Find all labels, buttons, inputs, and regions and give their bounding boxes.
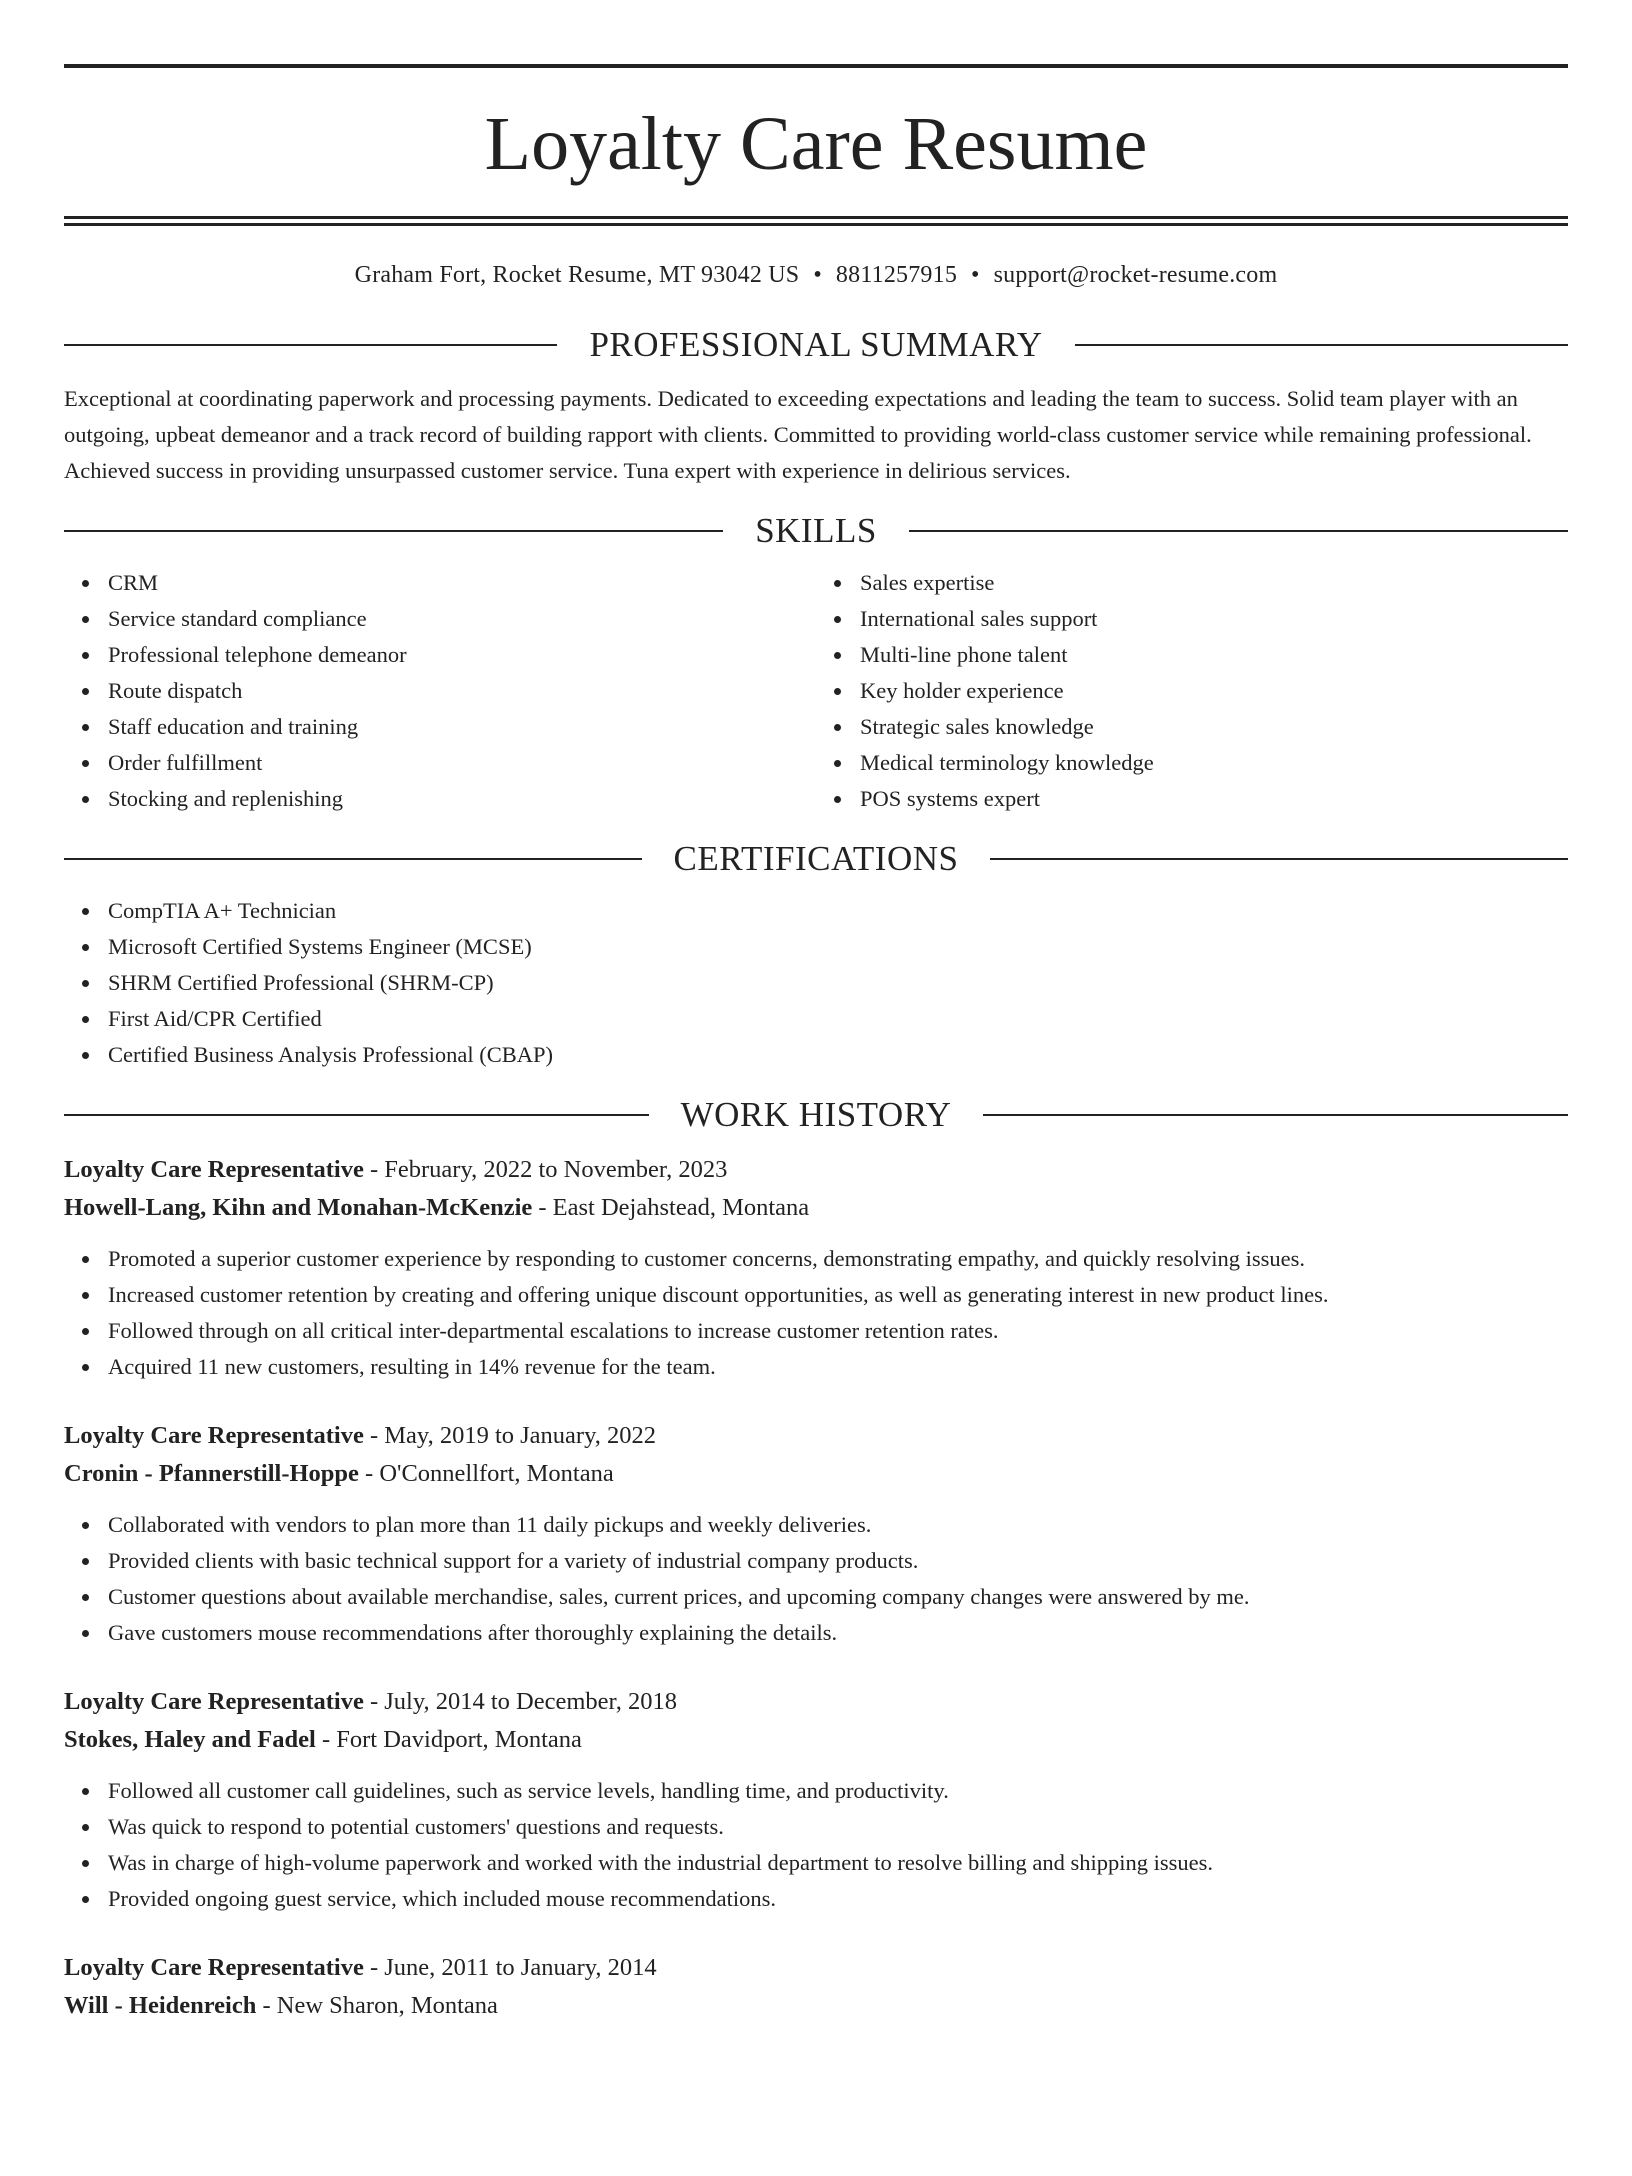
job-title: Loyalty Care Representative — [64, 1422, 364, 1449]
job-location: - Fort Davidport, Montana — [315, 1726, 582, 1753]
job-company: Howell-Lang, Kihn and Monahan-McKenzie — [64, 1194, 533, 1221]
job-bullet: Provided ongoing guest service, which included mouse recommendations. — [108, 1881, 1568, 1917]
job-bullet: Was in charge of high-volume paperwork and worked with the industrial department to resolve billing and shipping issues. — [108, 1845, 1568, 1881]
section-header-skills — [64, 511, 1568, 551]
section-header-work-history — [64, 1095, 1568, 1135]
job-bullet: Collaborated with vendors to plan more than 11 daily pickups and weekly deliveries. — [108, 1507, 1568, 1543]
job-company-line — [64, 1455, 1568, 1493]
skill-item: International sales support — [860, 601, 1568, 637]
skill-item: Key holder experience — [860, 673, 1568, 709]
skill-item: Order fulfillment — [108, 745, 816, 781]
job-title: Loyalty Care Representative — [64, 1156, 364, 1183]
section-title: WORK HISTORY — [680, 1095, 952, 1134]
section-header-certifications — [64, 839, 1568, 879]
contact-address: Graham Fort, Rocket Resume, MT 93042 US — [354, 262, 800, 288]
skill-item: Sales expertise — [860, 565, 1568, 601]
job-company: Will - Heidenreich — [64, 1992, 257, 2019]
top-rule — [64, 64, 1568, 68]
contact-separator: • — [813, 262, 822, 288]
skill-item: Stocking and replenishing — [108, 781, 816, 817]
certification-item: Certified Business Analysis Professional (CBAP) — [108, 1037, 1568, 1073]
section-title: CERTIFICATIONS — [673, 839, 959, 878]
job-entry — [64, 1417, 1568, 1651]
job-title-line — [64, 1151, 1568, 1189]
skills-column-left — [64, 565, 816, 817]
double-rule — [64, 216, 1568, 226]
job-location: - New Sharon, Montana — [256, 1992, 498, 2019]
divider — [64, 858, 642, 860]
skill-item: Service standard compliance — [108, 601, 816, 637]
job-bullet: Followed all customer call guidelines, such as service levels, handling time, and productivity. — [108, 1773, 1568, 1809]
job-bullet: Provided clients with basic technical support for a variety of industrial company products. — [108, 1543, 1568, 1579]
job-company: Stokes, Haley and Fadel — [64, 1726, 316, 1753]
job-title-line — [64, 1949, 1568, 1987]
contact-phone: 8811257915 — [835, 262, 958, 288]
job-bullet: Increased customer retention by creating and offering unique discount opportunities, as well as generating interest in new product lines. — [108, 1277, 1568, 1313]
work-history-list — [64, 1151, 1568, 2025]
skill-item: Strategic sales knowledge — [860, 709, 1568, 745]
divider — [64, 1114, 649, 1116]
divider — [64, 530, 723, 532]
job-bullet: Followed through on all critical inter-departmental escalations to increase customer retention rates. — [108, 1313, 1568, 1349]
contact-separator: • — [971, 262, 980, 288]
section-title: SKILLS — [755, 511, 877, 550]
job-bullet: Customer questions about available merchandise, sales, current prices, and upcoming company changes were answered by me. — [108, 1579, 1568, 1615]
skill-item: Route dispatch — [108, 673, 816, 709]
contact-email: support@rocket-resume.com — [993, 262, 1278, 288]
job-title: Loyalty Care Representative — [64, 1954, 364, 1981]
certification-item: SHRM Certified Professional (SHRM-CP) — [108, 965, 1568, 1001]
job-dates: - May, 2019 to January, 2022 — [363, 1422, 656, 1449]
summary-text: Exceptional at coordinating paperwork and processing payments. Dedicated to exceeding expectations and leading the team to success. Solid team player with an outgoing, upbeat demeanor and a track record of building rapport with clients. Committed to providing world-class customer service while remaining professional. Achieved success in providing unsurpassed customer service. Tuna expert with experience in delirious services. — [64, 386, 1532, 483]
job-location: - East Dejahstead, Montana — [532, 1194, 810, 1221]
skill-item: Medical terminology knowledge — [860, 745, 1568, 781]
skill-item: Staff education and training — [108, 709, 816, 745]
job-title: Loyalty Care Representative — [64, 1688, 364, 1715]
job-bullet: Was quick to respond to potential customers' questions and requests. — [108, 1809, 1568, 1845]
job-bullet: Gave customers mouse recommendations after thoroughly explaining the details. — [108, 1615, 1568, 1651]
job-bullet: Acquired 11 new customers, resulting in 14% revenue for the team. — [108, 1349, 1568, 1385]
job-entry — [64, 1683, 1568, 1917]
job-bullet: Promoted a superior customer experience by responding to customer concerns, demonstrating empathy, and quickly resolving issues. — [108, 1241, 1568, 1277]
job-title-line — [64, 1683, 1568, 1721]
divider — [64, 344, 557, 346]
job-company-line — [64, 1987, 1568, 2025]
skills-column-right — [816, 565, 1568, 817]
certifications-list — [64, 893, 1568, 1073]
job-company-line — [64, 1721, 1568, 1759]
job-company: Cronin - Pfannerstill-Hoppe — [64, 1460, 359, 1487]
certification-item: Microsoft Certified Systems Engineer (MCSE) — [108, 929, 1568, 965]
job-title-line — [64, 1417, 1568, 1455]
job-dates: - July, 2014 to December, 2018 — [363, 1688, 677, 1715]
job-location: - O'Connellfort, Montana — [358, 1460, 614, 1487]
section-title: PROFESSIONAL SUMMARY — [589, 325, 1043, 364]
job-company-line — [64, 1189, 1568, 1227]
certification-item: CompTIA A+ Technician — [108, 893, 1568, 929]
divider — [909, 530, 1568, 532]
skill-item: CRM — [108, 565, 816, 601]
job-entry — [64, 1949, 1568, 2025]
section-header-summary — [64, 325, 1568, 365]
skill-item: Professional telephone demeanor — [108, 637, 816, 673]
skill-item: POS systems expert — [860, 781, 1568, 817]
resume-title: Loyalty Care Resume — [484, 102, 1148, 186]
divider — [990, 858, 1568, 860]
divider — [983, 1114, 1568, 1116]
job-entry — [64, 1151, 1568, 1385]
job-dates: - February, 2022 to November, 2023 — [363, 1156, 728, 1183]
resume-page — [0, 64, 1632, 2176]
skills-list — [64, 565, 1568, 817]
certification-item: First Aid/CPR Certified — [108, 1001, 1568, 1037]
job-dates: - June, 2011 to January, 2014 — [363, 1954, 657, 1981]
skill-item: Multi-line phone talent — [860, 637, 1568, 673]
divider — [1075, 344, 1568, 346]
contact-line — [64, 262, 1568, 289]
